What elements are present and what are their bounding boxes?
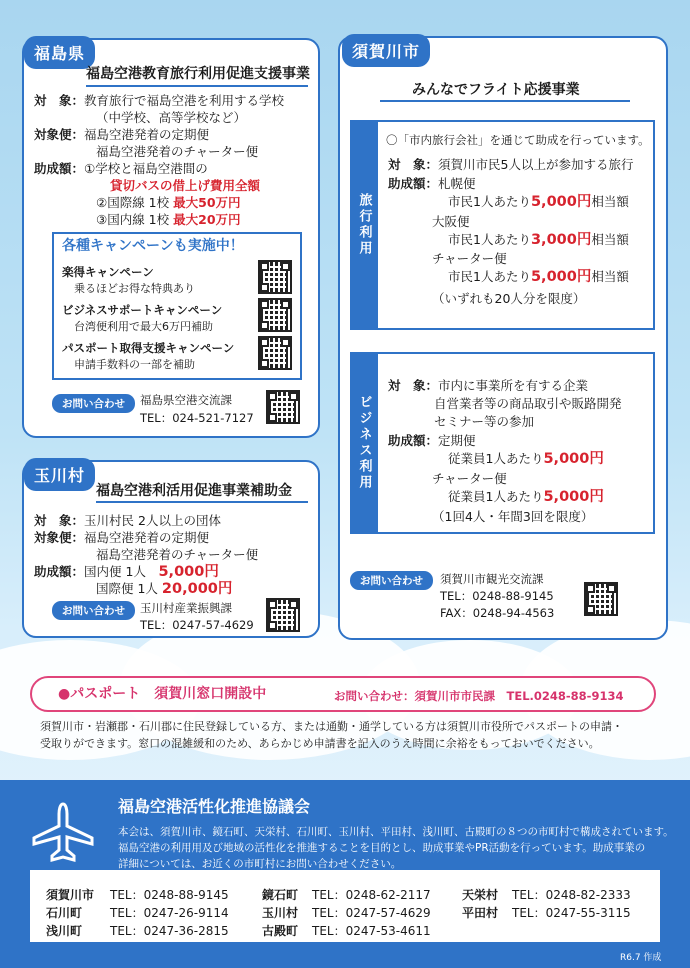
contact-org: 須賀川市観光交流課	[440, 572, 544, 586]
travel-note: 〇「市内旅行会社」を通じて助成を行っています。	[386, 133, 650, 147]
contact-tel[interactable]: TEL：0247-57-4629	[312, 906, 431, 920]
travel-aid-row: 助成額：札幌便	[388, 176, 476, 191]
contact-tel[interactable]: TEL：024-521-7127	[140, 411, 254, 425]
contact-org: 福島県空港交流課	[140, 393, 232, 407]
travel-aid-3-amount: 市民1人あたり5,000円相当額	[448, 269, 629, 285]
aid-row: 助成額：国内便 1人 5,000円	[34, 564, 219, 580]
contact-name: 玉川村	[262, 906, 299, 920]
travel-label: 旅行利用	[350, 120, 378, 330]
flight-row: 対象便：福島空港発着の定期便	[34, 127, 210, 142]
travel-aid-3: チャーター便	[432, 251, 507, 266]
contact-tel[interactable]: TEL：0248-88-9145	[110, 888, 229, 902]
qr-code-icon[interactable]	[584, 582, 618, 616]
contact-label: お問い合わせ	[52, 601, 135, 620]
travel-aid-1-amount: 市民1人あたり5,000円相当額	[448, 194, 629, 210]
contact-fax: FAX：0248-94-4563	[440, 606, 555, 620]
council-desc-3: 詳細については、お近くの市町村にお問い合わせください。	[118, 858, 402, 870]
contact-name: 鏡石町	[262, 888, 299, 902]
creation-note: R6.7 作成	[620, 953, 662, 963]
travel-target-row: 対 象：須賀川市民5人以上が参加する旅行	[388, 157, 634, 172]
campaign-title: 各種キャンペーンも実施中！	[62, 238, 244, 254]
tamakawa-tag: 玉川村	[24, 458, 95, 491]
biz-aid-row: 助成額：定期便	[388, 433, 476, 448]
contact-tel[interactable]: TEL：0247-26-9114	[110, 906, 229, 920]
qr-code-icon[interactable]	[266, 598, 300, 632]
contact-tel[interactable]: TEL：0248-62-2117	[312, 888, 431, 902]
passport-body-1: 須賀川市・岩瀬郡・石川郡に住民登録している方、または通勤・通学している方は須賀川市役所でパスポートの申請・	[40, 720, 623, 733]
campaign-name: 楽得キャンペーン	[62, 265, 154, 279]
travel-aid-2-amount: 市民1人あたり3,000円相当額	[448, 232, 629, 248]
campaign-desc: 申請手数料の一部を補助	[74, 358, 195, 371]
aid-row-2: 国際便 1人 20,000円	[96, 581, 233, 597]
aid-row-2: ②国際線 1校 最大50万円	[96, 195, 241, 210]
campaign-desc: 台湾便利用で最大6万円補助	[74, 320, 213, 333]
sukagawa-title: みんなでフライト応援事業	[412, 82, 580, 98]
travel-limit: （いずれも20人分を限度）	[432, 291, 586, 306]
biz-aid-2-amount: 従業員1人あたり5,000円	[448, 489, 604, 505]
biz-target-row: 対 象：市内に事業所を有する企業	[388, 378, 589, 393]
biz-limit: （1回4人・年間3回を限度）	[432, 509, 594, 524]
biz-aid-1-amount: 従業員1人あたり5,000円	[448, 451, 604, 467]
contact-name: 天栄村	[462, 888, 499, 902]
council-name: 福島空港活性化推進協議会	[118, 797, 311, 816]
contact-name: 平田村	[462, 906, 499, 920]
contact-tel[interactable]: TEL：0247-55-3115	[512, 906, 631, 920]
campaign-name: ビジネスサポートキャンペーン	[62, 303, 223, 317]
flight-row: 対象便：福島空港発着の定期便	[34, 530, 210, 545]
biz-target-3: セミナー等の参加	[434, 414, 535, 429]
contact-name: 石川町	[46, 906, 83, 920]
campaign-name: パスポート取得支援キャンペーン	[62, 341, 235, 355]
contact-label: お問い合わせ	[52, 394, 135, 413]
biz-aid-2: チャーター便	[432, 471, 507, 486]
airplane-icon	[28, 800, 98, 864]
qr-code-icon[interactable]	[266, 390, 300, 424]
passport-body-2: 受取りができます。窓口の混雑緩和のため、あらかじめ申請書を記入のうえ時間に余裕をもっておいでください。	[40, 737, 600, 750]
fukushima-tag: 福島県	[24, 36, 95, 69]
target-row-2: （中学校、高等学校など）	[96, 110, 247, 125]
title-underline	[86, 85, 308, 87]
contact-tel[interactable]: TEL：0247-53-4611	[312, 924, 431, 938]
tamakawa-title: 福島空港利活用促進事業補助金	[96, 483, 292, 499]
passport-contact[interactable]: お問い合わせ：須賀川市市民課 TEL.0248-88-9134	[334, 689, 624, 703]
flight-row-2: 福島空港発着のチャーター便	[96, 547, 259, 562]
travel-aid-2: 大阪便	[432, 214, 470, 229]
contact-name: 須賀川市	[46, 888, 95, 902]
passport-title: ●パスポート 須賀川窓口開設中	[58, 686, 267, 702]
fukushima-title: 福島空港教育旅行利用促進支援事業	[86, 66, 310, 82]
council-desc-1: 本会は、須賀川市、鏡石町、天栄村、石川町、玉川村、平田村、浅川町、古殿町の８つの市町村で構成されています。	[118, 826, 674, 838]
qr-code-icon[interactable]	[258, 260, 292, 294]
contact-name: 古殿町	[262, 924, 299, 938]
contact-org: 玉川村産業振興課	[140, 601, 232, 615]
contact-tel[interactable]: TEL：0247-36-2815	[110, 924, 229, 938]
contact-name: 浅川町	[46, 924, 83, 938]
flight-row-2: 福島空港発着のチャーター便	[96, 144, 259, 159]
qr-code-icon[interactable]	[258, 298, 292, 332]
title-underline	[96, 501, 308, 503]
council-desc-2: 福島空港の利用用及び地域の活性化を推進することを目的とし、助成事業やPR活動を行っています。助成事業の	[118, 842, 646, 854]
title-underline	[380, 100, 630, 102]
target-row: 対 象：教育旅行で福島空港を利用する学校	[34, 93, 285, 108]
aid-row-3: ③国内線 1校 最大20万円	[96, 212, 241, 227]
qr-code-icon[interactable]	[258, 336, 292, 370]
business-label: ビジネス利用	[350, 352, 378, 534]
contact-tel[interactable]: TEL：0247-57-4629	[140, 618, 254, 632]
sukagawa-tag: 須賀川市	[342, 34, 430, 67]
contact-tel[interactable]: TEL：0248-82-2333	[512, 888, 631, 902]
campaign-desc: 乗るほどお得な特典あり	[74, 282, 195, 295]
contact-label: お問い合わせ	[350, 571, 433, 590]
contact-tel[interactable]: TEL：0248-88-9145	[440, 589, 554, 603]
target-row: 対 象：玉川村民 2人以上の団体	[34, 513, 221, 528]
aid-row: 助成額：①学校と福島空港間の	[34, 161, 208, 176]
aid-row-1-red: 貸切バスの借上げ費用全額	[110, 178, 261, 193]
biz-target-2: 自営業者等の商品取引や販路開発	[434, 396, 622, 411]
